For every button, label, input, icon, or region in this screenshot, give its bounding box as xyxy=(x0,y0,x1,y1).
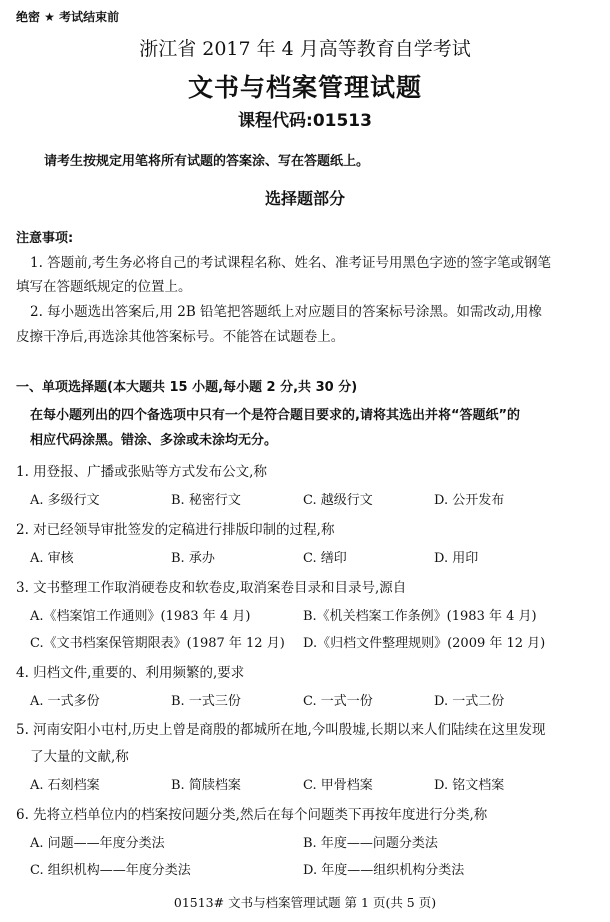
question-3-option-b: B.《机关档案工作条例》(1983 年 4 月) xyxy=(303,609,537,624)
question-4-option-c: C. 一式一份 xyxy=(303,694,373,709)
part-one-desc-line2: 相应代码涂黑。错涂、多涂或未涂均无分。 xyxy=(30,433,278,448)
exam-line: 浙江省 2017 年 4 月高等教育自学考试 xyxy=(139,38,471,60)
question-1-option-b: B. 秘密行文 xyxy=(171,493,241,508)
question-1-option-d: D. 公开发布 xyxy=(434,493,505,508)
question-3-option-a: A.《档案馆工作通则》(1983 年 4 月) xyxy=(30,609,251,624)
question-1-option-c: C. 越级行文 xyxy=(303,493,373,508)
question-3-option-d: D.《归档文件整理规则》(2009 年 12 月) xyxy=(303,636,546,651)
question-3-stem: 3. 文书整理工作取消硬卷皮和软卷皮,取消案卷目录和目录号,源自 xyxy=(16,580,407,596)
question-3-option-c: C.《文书档案保管期限表》(1987 年 12 月) xyxy=(30,636,285,651)
question-4-option-a: A. 一式多份 xyxy=(30,694,100,709)
question-5-option-d: D. 铭文档案 xyxy=(434,778,505,793)
notes-heading: 注意事项: xyxy=(16,231,74,246)
paper-title: 文书与档案管理试题 xyxy=(187,73,422,102)
question-2-stem: 2. 对已经领导审批签发的定稿进行排版印制的过程,称 xyxy=(16,522,335,538)
note-1-line2: 填写在答题纸规定的位置上。 xyxy=(16,279,192,295)
question-5-option-a: A. 石刻档案 xyxy=(30,778,100,793)
question-5-stem: 5. 河南安阳小屯村,历史上曾是商殷的都城所在地,今叫殷墟,长期以来人们陆续在这里发现 xyxy=(16,722,546,738)
secret-mark: 绝密 ★ 考试结束前 xyxy=(16,10,120,24)
question-6-option-b: B. 年度——问题分类法 xyxy=(303,836,438,851)
question-4-stem: 4. 归档文件,重要的、利用频繁的,要求 xyxy=(16,665,245,681)
question-1-option-a: A. 多级行文 xyxy=(30,493,100,508)
question-6-option-d: D. 年度——组织机构分类法 xyxy=(303,863,465,878)
course-code: 课程代码:01513 xyxy=(238,111,372,131)
question-2-option-d: D. 用印 xyxy=(434,551,479,566)
question-4-option-d: D. 一式二份 xyxy=(434,694,505,709)
page-footer: 01513# 文书与档案管理试题 第 1 页(共 5 页) xyxy=(173,895,437,910)
question-5-stem-line2: 了大量的文献,称 xyxy=(30,749,129,765)
part-one-heading: 一、单项选择题(本大题共 15 小题,每小题 2 分,共 30 分) xyxy=(16,380,358,395)
question-2-option-b: B. 承办 xyxy=(171,551,215,566)
part-one-desc-line1: 在每小题列出的四个备选项中只有一个是符合题目要求的,请将其选出并将“答题纸”的 xyxy=(30,408,521,423)
question-6-stem: 6. 先将立档单位内的档案按问题分类,然后在每个问题类下再按年度进行分类,称 xyxy=(16,807,488,823)
question-5-option-c: C. 甲骨档案 xyxy=(303,778,373,793)
question-2-option-c: C. 缮印 xyxy=(303,551,347,566)
question-6-option-c: C. 组织机构——年度分类法 xyxy=(30,863,191,878)
question-2-option-a: A. 审核 xyxy=(30,551,74,566)
section-title: 选择题部分 xyxy=(264,189,345,208)
note-1-line1: 1. 答题前,考生务必将自己的考试课程名称、姓名、准考证号用黑色字迹的签字笔或钢笔 xyxy=(30,255,551,271)
question-1-stem: 1. 用登报、广播或张贴等方式发布公文,称 xyxy=(16,464,267,480)
question-6-option-a: A. 问题——年度分类法 xyxy=(30,836,165,851)
instruction: 请考生按规定用笔将所有试题的答案涂、写在答题纸上。 xyxy=(44,154,370,169)
note-2-line1: 2. 每小题选出答案后,用 2B 铅笔把答题纸上对应题目的答案标号涂黑。如需改动,用橡 xyxy=(30,304,542,320)
question-4-option-b: B. 一式三份 xyxy=(171,694,241,709)
note-2-line2: 皮擦干净后,再选涂其他答案标号。不能答在试题卷上。 xyxy=(16,329,345,345)
question-5-option-b: B. 简牍档案 xyxy=(171,778,241,793)
